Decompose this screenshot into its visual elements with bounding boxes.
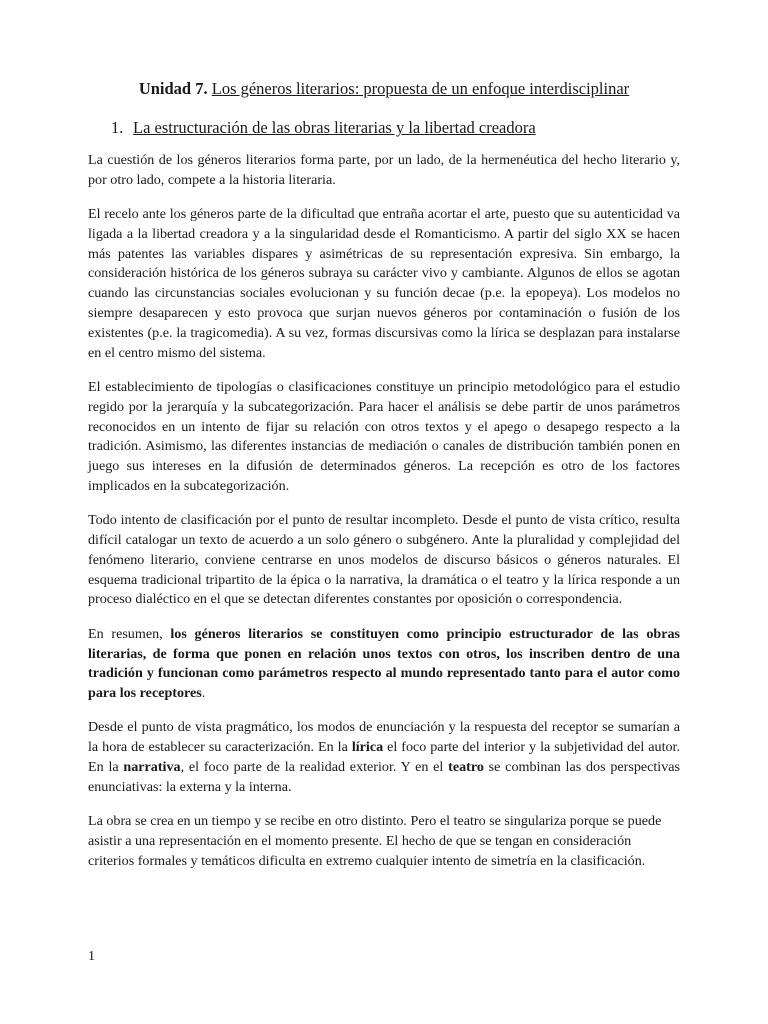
summary-end: . <box>201 685 206 702</box>
paragraph-7: La obra se crea en un tiempo y se recibe en otro distinto. Pero el teatro se singulariza porque se puede asistir a una representación en el momento presente. El hecho de que se tengan en consideración criterios formales y temáticos dificulta en extremo cualquier intento de simetría en la clasificación. <box>88 813 662 869</box>
unit-title: Los géneros literarios: propuesta de un enfoque interdisciplinar <box>211 79 630 98</box>
section-title: La estructuración de las obras literarias y la libertad creadora <box>133 118 536 137</box>
term-narrativa: narrativa <box>123 759 181 776</box>
summary-intro: En resumen, <box>88 625 171 642</box>
page-number: 1 <box>88 949 95 964</box>
paragraph-1: La cuestión de los géneros literarios forma parte, por un lado, de la hermenéutica del hecho literario y, por otro lado, compete a la historia literaria. <box>88 152 680 188</box>
paragraph-2: El recelo ante los géneros parte de la dificultad que entraña acortar el arte, puesto que su autenticidad va ligada a la libertad creadora y a la singularidad desde el Romanticismo. A partir del siglo XX se hacen más patentes las variables dispares y asimétricas de su representación expresiva. Sin embargo, la consideración histórica de los géneros subraya su carácter vivo y cambiante. Algunos de ellos se agotan cuando las circunstancias sociales evolucionan y su función decae (p.e. la epopeya). Los modelos no siempre desaparecen y esto provoca que surjan nuevos géneros por contaminación o fusión de los existentes (p.e. la tragicomedia). A su vez, formas discursivas como la lírica se desplazan para instalarse en el centro mismo del sistema. <box>88 206 680 361</box>
summary-bold: los géneros literarios se constituyen como principio estructurador de las obras literarias, de forma que ponen en relación unos textos con otros, los inscriben dentro de una tradición y funcionan como parámetros respecto al mundo representado tanto para el autor como para los receptores <box>88 625 680 702</box>
paragraph-6-part: , el foco parte de la realidad exterior. Y en el <box>180 759 449 776</box>
paragraph-6-part: el foco parte del interior y la subjetividad del autor. En la <box>88 739 680 776</box>
term-teatro: teatro <box>448 759 484 776</box>
document-title <box>0 78 768 100</box>
paragraph-6 <box>88 718 680 797</box>
paragraph-6-part: Desde el punto de vista pragmático, los modos de enunciación y la respuesta del receptor se sumarían a la hora de establecer su caracterización. En la <box>88 719 680 756</box>
document-body <box>88 151 680 886</box>
paragraph-6-part: se combinan las dos perspectivas enunciativas: la externa y la interna. <box>88 759 681 795</box>
paragraph-3: El establecimiento de tipologías o clasificaciones constituye un principio metodológico para el estudio regido por la jerarquía y la subcategorización. Para hacer el análisis se debe partir de unos parámetros reconocidos en un intento de fijar su relación con otros textos y el apego o desapego respecto a la tradición. Asimismo, las diferentes instancias de mediación o canales de distribución también ponen en juego sus intereses en la difusión de determinados géneros. La recepción es otro de los factores implicados en la subcategorización. <box>88 378 680 494</box>
paragraph-5 <box>88 625 680 704</box>
term-lirica: lírica <box>351 739 384 756</box>
paragraph-4: Todo intento de clasificación por el punto de resultar incompleto. Desde el punto de vista crítico, resulta difícil catalogar un texto de acuerdo a un solo género o subgénero. Ante la pluralidad y complejidad del fenómeno literario, conviene centrarse en unos modelos de discurso básicos o géneros naturales. El esquema tradicional tripartito de la épica o la narrativa, la dramática o el teatro y la lírica responde a un proceso dialéctico en el que se detectan diferentes constantes por oposición o correspondencia. <box>88 512 680 608</box>
section-heading <box>111 117 536 139</box>
unit-label: Unidad 7. <box>138 79 208 98</box>
section-number: 1. <box>111 118 124 137</box>
